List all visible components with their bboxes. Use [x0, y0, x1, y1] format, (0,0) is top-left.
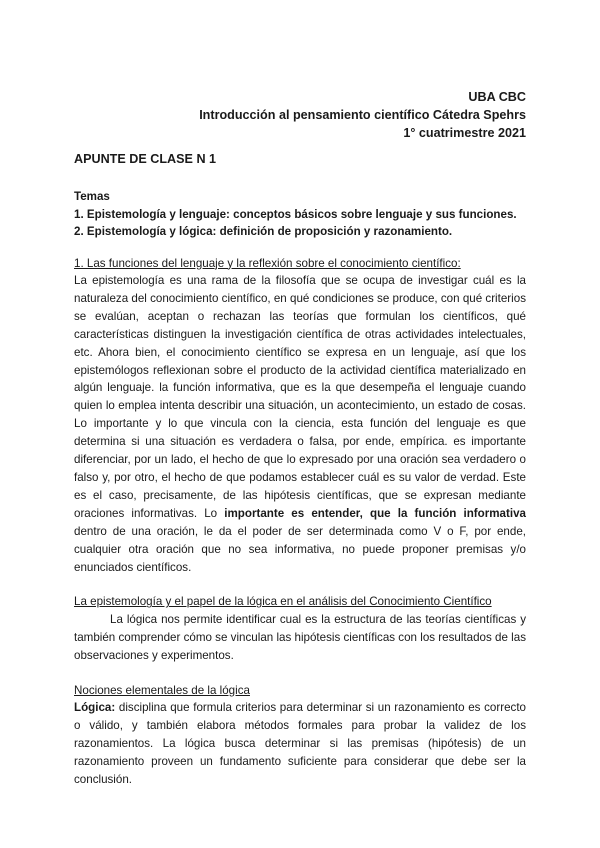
topic-item-1: 1. Epistemología y lenguaje: conceptos básicos sobre lenguaje y sus funciones. — [74, 207, 517, 221]
section2-title: La epistemología y el papel de la lógica en el análisis del Conocimiento Científico — [74, 595, 492, 609]
topics-block — [74, 188, 526, 241]
topics-heading: Temas — [74, 190, 110, 203]
document-title: APUNTE DE CLASE N 1 — [74, 152, 217, 166]
header-term: 1° cuatrimestre 2021 — [403, 126, 526, 140]
section1-title: 1. Las funciones del lenguaje y la reflexión sobre el conocimiento científico: — [74, 256, 461, 270]
section3-term: Lógica: — [74, 701, 116, 715]
section3-text: disciplina que formula criterios para determinar si un razonamiento es correcto o válido, y también elabora métodos formales para probar la validez de los razonamientos. La lógica busca determinar si las premisas (hipótesis) de un razonamiento proveen un fundamento suficiente para considerar que debe ser la conclusión. — [74, 701, 526, 786]
header-course: Introducción al pensamiento científico Cátedra Spehrs — [199, 108, 526, 122]
section1-bold: importante es entender, que la función informativa — [224, 506, 526, 520]
section1-text-a: La epistemología es una rama de la filosofía que se ocupa de investigar cuál es la naturaleza del conocimiento científico, en qué condiciones se produce, con qué criterios se evalúan, aceptan o rechazan las teorías que formulan los científicos, qué características distinguen la investigación científica de otras actividades intelectuales, etc. Ahora bien, el conocimiento científico se expresa en un lenguaje, así que los epistemólogos reflexionan sobre el producto de la actividad científica materializado en algún lenguaje. la función informativa, que es la que desempeña el lenguaje cuando quien lo emplea intenta describir una situación, un acontecimiento, un estado de cosas. Lo importante y lo que vincula con la ciencia, esta función del lenguaje es que determina si una situación es verdadera o falsa, por ende, empírica. es importante diferenciar, por un lado, el hecho de que lo expresado por una oración sea verdadero o falso y, por otro, el hecho de que podamos establecer cuál es su valor de verdad. Este es el caso, precisamente, de las hipótesis científicas, que se expresan mediante oraciones informativas. Lo — [74, 274, 526, 520]
section3-paragraph — [74, 699, 526, 789]
section1-text-b: dentro de una oración, le da el poder de ser determinada como V o F, por ende, cualquier otra oración que no sea informativa, no puede proponer premisas y/o enunciados científicos. — [74, 524, 526, 574]
section1-paragraph — [74, 272, 526, 576]
header-institution: UBA CBC — [468, 90, 526, 104]
document-header — [74, 88, 526, 142]
topic-item-2: 2. Epistemología y lógica: definición de proposición y razonamiento. — [74, 225, 453, 238]
section2-paragraph: La lógica nos permite identificar cual es la estructura de las teorías científicas y también comprender cómo se vinculan las hipótesis científicas con los resultados de las observaciones y experimentos. — [74, 612, 526, 662]
section3-title: Nociones elementales de la lógica — [74, 683, 250, 697]
